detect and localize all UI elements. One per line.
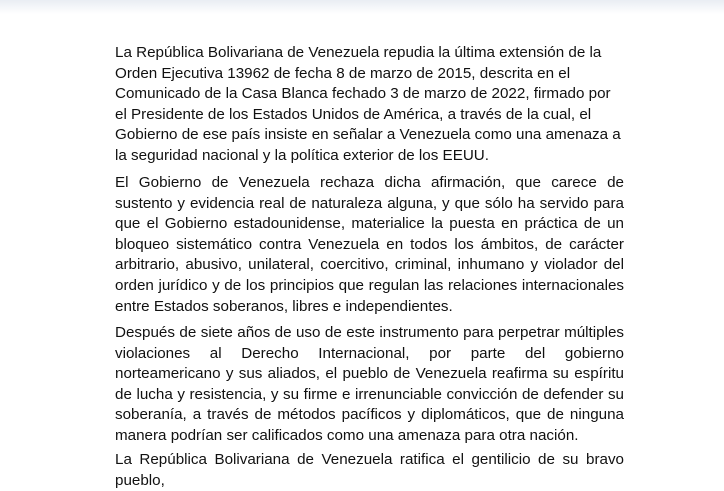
paragraph-1: La República Bolivariana de Venezuela repudia la última extensión de la Orden Ejecutiva 13962 de fecha 8 de marzo de 2015, descrita en el Comunicado de la Casa Blanca fechado 3 de marzo de 2022, firmado por el Presidente de los Estados Unidos de América, a través de la cual, el Gobierno de ese país insiste en señalar a Venezuela como una amenaza a la seguridad nacional y la política exterior de los EEUU. (115, 44, 621, 164)
paragraph-3: Después de siete años de uso de este instrumento para perpetrar múltiples violaciones al Derecho Internacional, por parte del gobierno norteamericano y sus aliados, el pueblo de Venezuela reafirma su espíritu de lucha y resistencia, y su firme e irrenunciable convicción de defender su soberanía, a través de métodos pacíficos y diplomáticos, que de ninguna manera podrían ser calificados como una amenaza para otra nación. (115, 324, 624, 444)
paragraph-4: La República Bolivariana de Venezuela ratifica el gentilicio de su bravo pueblo, (115, 451, 624, 489)
top-edge-shadow (0, 0, 724, 14)
paragraph-2: El Gobierno de Venezuela rechaza dicha afirmación, que carece de sustento y evidencia real de naturaleza alguna, y que sólo ha servido para que el Gobierno estadounidense, materialice la puesta en práctica de un bloqueo sistemático contra Venezuela en todos los ámbitos, de carácter arbitrario, abusivo, unilateral, coercitivo, criminal, inhumano y violador del orden jurídico y de los principios que regulan las relaciones internacionales entre Estados soberanos, libres e independientes. (115, 174, 624, 315)
